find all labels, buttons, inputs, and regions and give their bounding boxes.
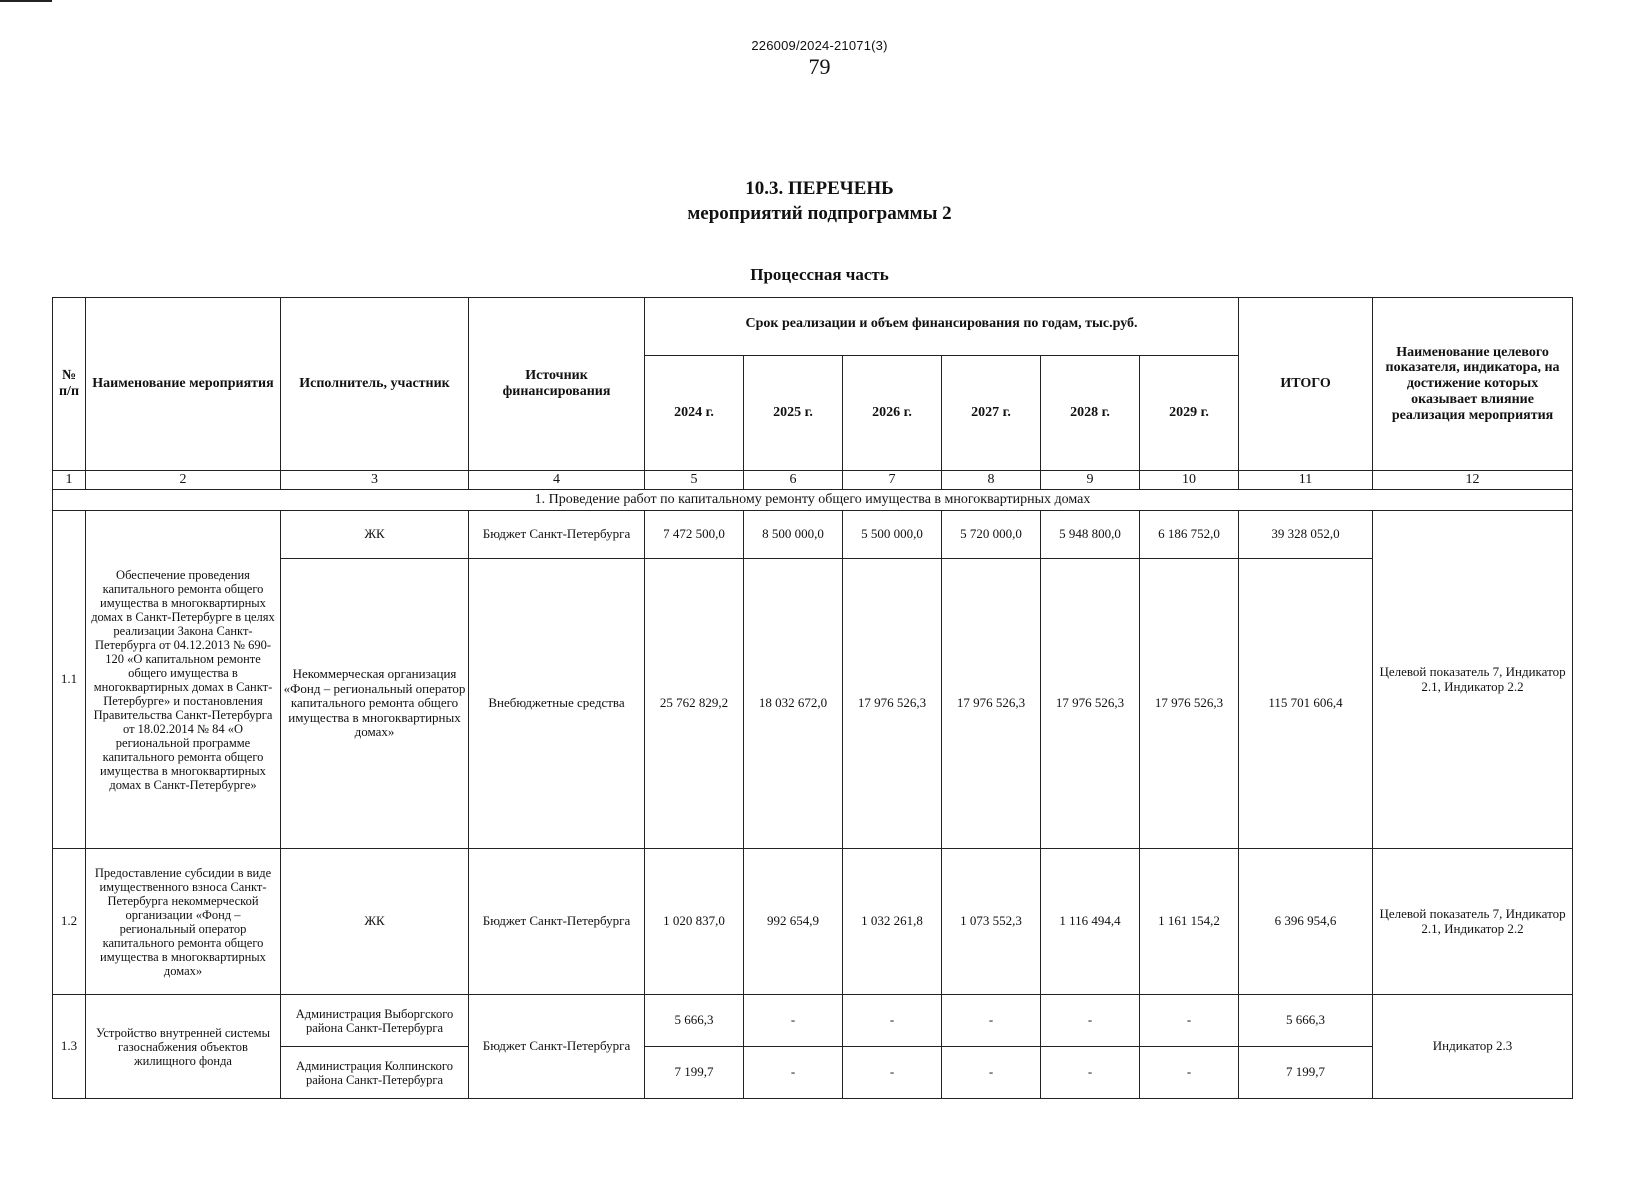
value-total: 7 199,7 [1239,1047,1373,1099]
row-executor: Администрация Выборгского района Санкт-Петербурга [281,995,469,1047]
value-2028: 17 976 526,3 [1041,559,1140,849]
column-numbers-row [53,471,1573,490]
value-total: 115 701 606,4 [1239,559,1373,849]
value-2025: - [744,995,843,1047]
value-2028: - [1041,1047,1140,1099]
row-source: Бюджет Санкт-Петербурга [469,849,645,995]
value-2028: 5 948 800,0 [1041,511,1140,559]
row-name: Обеспечение проведения капитального ремонта общего имущества в многоквартирных домах в Санкт-Петербурге в целях реализации Закона Санкт-Петербурга от 04.12.2013 № 690-120 «О капитальном ремонте общего имущества в многоквартирных домах в Санкт-Петербурге» и постановления Правительства Санкт-Петербурга от 18.02.2014 № 84 «О региональной программе капитального ремонта общего имущества в многоквартирных домах в Санкт-Петербурге» [86,511,281,849]
row-num: 1.2 [53,849,86,995]
row-indicator: Целевой показатель 7, Индикатор 2.1, Индикатор 2.2 [1373,511,1573,849]
value-2024: 25 762 829,2 [645,559,744,849]
column-number: 1 [53,471,86,490]
section-title: Процессная часть [750,265,889,284]
column-number: 10 [1140,471,1239,490]
value-2024: 7 199,7 [645,1047,744,1099]
header-year-2025: 2025 г. [744,356,843,471]
header-year-2028: 2028 г. [1041,356,1140,471]
row-num: 1.1 [53,511,86,849]
page-number: 79 [808,54,831,79]
table-row [53,849,1573,995]
row-executor: ЖК [281,849,469,995]
row-executor: Администрация Колпинского района Санкт-Петербурга [281,1047,469,1099]
header-source: Источник финансирования [469,298,645,471]
header-year-2029: 2029 г. [1140,356,1239,471]
document-id: 226009/2024-21071(3) [751,38,888,53]
header-year-2027: 2027 г. [942,356,1041,471]
header-year-2024: 2024 г. [645,356,744,471]
measures-table [52,297,1573,1099]
value-2025: 992 654,9 [744,849,843,995]
value-2024: 7 472 500,0 [645,511,744,559]
value-2027: - [942,995,1041,1047]
value-total: 39 328 052,0 [1239,511,1373,559]
row-name: Устройство внутренней системы газоснабжения объектов жилищного фонда [86,995,281,1099]
row-num: 1.3 [53,995,86,1099]
column-number: 7 [843,471,942,490]
column-number: 11 [1239,471,1373,490]
value-2028: 1 116 494,4 [1041,849,1140,995]
column-number: 9 [1041,471,1140,490]
document-title: 10.3. ПЕРЕЧЕНЬ [745,178,894,199]
row-indicator: Индикатор 2.3 [1373,995,1573,1099]
value-2029: - [1140,995,1239,1047]
header-year-2026: 2026 г. [843,356,942,471]
header-period: Срок реализации и объем финансирования по годам, тыс.руб. [645,298,1239,356]
row-source: Бюджет Санкт-Петербурга [469,511,645,559]
column-number: 6 [744,471,843,490]
header-executor: Исполнитель, участник [281,298,469,471]
row-executor: Некоммерческая организация «Фонд – региональный оператор капитального ремонта общего имущества в многоквартирных домах» [281,559,469,849]
table-row [53,995,1573,1047]
column-number: 2 [86,471,281,490]
value-2029: 1 161 154,2 [1140,849,1239,995]
group-title: 1. Проведение работ по капитальному ремонту общего имущества в многоквартирных домах [53,490,1573,511]
value-2029: 6 186 752,0 [1140,511,1239,559]
column-number: 5 [645,471,744,490]
document-subtitle: мероприятий подпрограммы 2 [687,203,952,224]
row-source: Бюджет Санкт-Петербурга [469,995,645,1099]
header-total: ИТОГО [1239,298,1373,471]
value-2025: - [744,1047,843,1099]
value-2027: 17 976 526,3 [942,559,1041,849]
row-source: Внебюджетные средства [469,559,645,849]
table-row [53,559,1573,849]
value-2027: 5 720 000,0 [942,511,1041,559]
value-2026: - [843,995,942,1047]
value-2029: - [1140,1047,1239,1099]
value-2026: 5 500 000,0 [843,511,942,559]
header-row-1 [53,298,1573,356]
column-number: 4 [469,471,645,490]
value-2024: 1 020 837,0 [645,849,744,995]
value-2026: 1 032 261,8 [843,849,942,995]
column-number: 12 [1373,471,1573,490]
value-2025: 8 500 000,0 [744,511,843,559]
row-name: Предоставление субсидии в виде имущественного взноса Санкт-Петербурга некоммерческой организации «Фонд – региональный оператор капитального ремонта общего имущества в многоквартирных домах» [86,849,281,995]
value-2026: - [843,1047,942,1099]
table-row [53,511,1573,559]
value-2025: 18 032 672,0 [744,559,843,849]
value-2029: 17 976 526,3 [1140,559,1239,849]
group-title-row [53,490,1573,511]
value-2027: - [942,1047,1041,1099]
corner-mark [0,0,52,2]
value-2027: 1 073 552,3 [942,849,1041,995]
header-indicator: Наименование целевого показателя, индикатора, на достижение которых оказывает влияние реализация мероприятия [1373,298,1573,471]
value-2024: 5 666,3 [645,995,744,1047]
row-indicator: Целевой показатель 7, Индикатор 2.1, Индикатор 2.2 [1373,849,1573,995]
header-name: Наименование мероприятия [86,298,281,471]
column-number: 8 [942,471,1041,490]
column-number: 3 [281,471,469,490]
table-row [53,1047,1573,1099]
value-total: 6 396 954,6 [1239,849,1373,995]
value-total: 5 666,3 [1239,995,1373,1047]
row-executor: ЖК [281,511,469,559]
value-2026: 17 976 526,3 [843,559,942,849]
value-2028: - [1041,995,1140,1047]
header-num: № п/п [53,298,86,471]
